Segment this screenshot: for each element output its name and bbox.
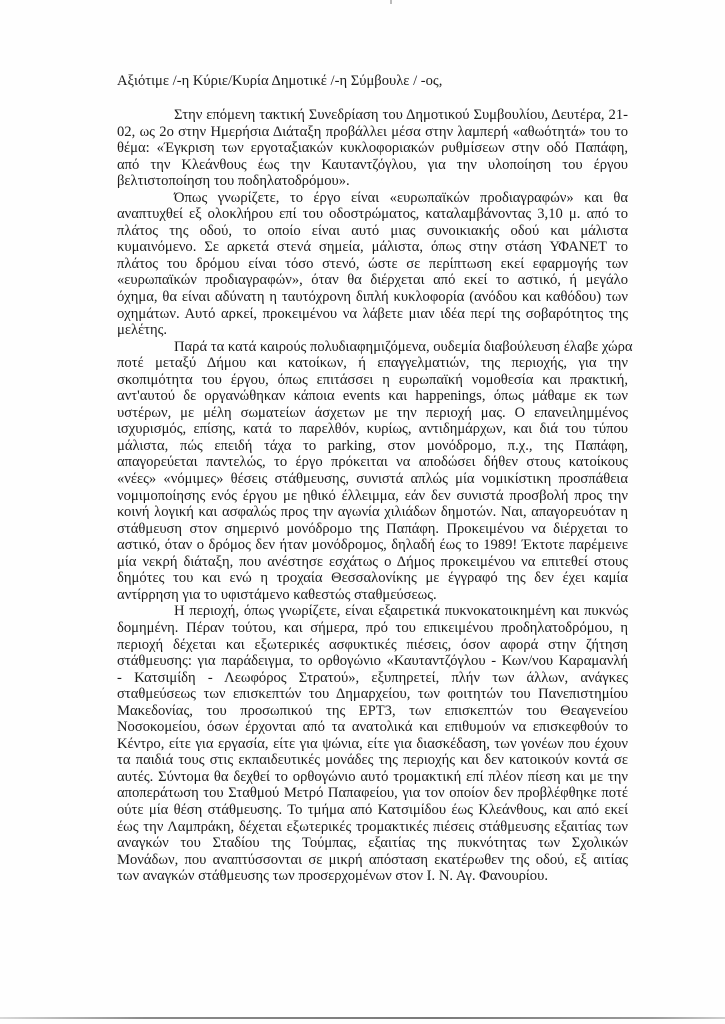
text-line: «νέες» «νόμιμες» θέσεις στάθμευσης, συνιστά απλώς μία νομικίστικη προσπάθεια	[117, 471, 628, 488]
text-line: κοινή λογική και ασφαλώς προς την αγωνία χιλιάδων δημοτών. Ναι, απαγορευόταν η	[117, 504, 628, 521]
text-line: από την Κλεάνθους έως την Καυταντζόγλου, για την υλοποίηση του έργου	[117, 156, 628, 173]
text-line: ισχυρισμός, επίσης, κατά το παρελθόν, κυρίως, αντιδημάρχων, και διά του τύπου	[117, 421, 628, 438]
text-line: στάθμευσης: για παράδειγμα, το ορθογώνιο «Καυταντζόγλου - Κων/νου Καραμανλή	[117, 653, 628, 670]
text-line: Στην επόμενη τακτική Συνεδρίαση του Δημοτικού Συμβουλίου, Δευτέρα, 21-	[174, 107, 628, 123]
text-line: Νοσοκομείου, όσων έρχονται από τα ανατολικά και επιθυμούν να επισκεφθούν το	[117, 719, 628, 736]
text-line: δημότες του και ενώ η τροχαία Θεσσαλονίκης με έγγραφό της δεν έχει καμία	[117, 570, 628, 587]
text-line: - Κατσιμίδη - Λεωφόρος Στρατού», εξυπηρετεί, πλήν των άλλων, ανάγκες	[117, 669, 628, 686]
paragraph	[117, 603, 628, 884]
text-line: όχημα, θα είναι αδύνατη η ταυτόχρονη διπλή κυκλοφορία (ανόδου και καθόδου) των	[117, 289, 628, 306]
text-line: Κέντρο, είτε για εργασία, είτε για ψώνια, είτε για διασκέδαση, των γονέων που έχουν	[117, 735, 628, 752]
salutation: Αξιότιμε /-η Κύριε/Κυρία Δημοτικέ /-η Σύμβουλε / -ος,	[117, 73, 443, 89]
text-line: 02, ως 2ο στην Ημερήσια Διάταξη προβάλλει μέσα στην λαμπερή «αθωότητά» του το	[117, 123, 628, 140]
text-line: αναγκών του Σταδίου της Τούμπας, εξαιτίας της πυκνότητας των Σχολικών	[117, 835, 628, 852]
text-line: Μακεδονίας, του προσωπικού της ΕΡΤ3, των επισκεπτών του Θεαγενείου	[117, 702, 628, 719]
text-line: έως την Λαμπράκη, δέχεται εξωτερικές τρομακτικές πιέσεις στάθμευσης εξαιτίας των	[117, 818, 628, 835]
text-line: νομιμοποίησης ενός έργου με ηθικό έλλειμμα, εάν δεν συνιστά προσβολή προς την	[117, 487, 628, 504]
text-line: αντίρρηση για το υφιστάμενο καθεστώς σταθμεύσεως.	[117, 586, 437, 603]
text-line: σταθμεύσεως των επισκεπτών του Δημαρχείου, των φοιτητών του Πανεπιστημίου	[117, 686, 628, 703]
text-line: Παρά τα κατά καιρούς πολυδιαφημιζόμενα, ουδεμία διαβούλευση έλαβε χώρα	[174, 338, 633, 355]
text-line: ούτε μία θέση στάθμευσης. Το τμήμα από Κατσιμίδου έως Κλεάνθους, και από εκεί	[117, 801, 628, 818]
text-line: αστικό, όταν ο δρόμος δεν ήταν μονόδρομος, δηλαδή έως το 1989! Έκτοτε παρέμεινε	[117, 537, 628, 554]
text-line: θέμα: «Έγκριση των εργοταξιακών κυκλοφοριακών ρυθμίσεων στην οδό Παπάφη,	[117, 140, 628, 157]
text-line: πλάτος του δρόμου είναι τόσο στενό, ώστε σε περίπτωση εκεί εφαρμογής των	[117, 255, 628, 272]
text-line: υστέρων, με μέλη σωματείων άσχετων με την περιοχή μας. Ο επανειλημμένος	[117, 404, 628, 421]
text-line: απαγορεύεται παντελώς, το έργο πρόκειται να αποδώσει δήθεν στους κατοίκους	[117, 454, 628, 471]
paragraph	[117, 338, 633, 604]
text-line: ποτέ μεταξύ Δήμου και κατοίκων, ή επαγγελματιών, της περιοχής, για την	[117, 355, 628, 372]
page-bottom-edge	[0, 1017, 725, 1019]
text-line: «ευρωπαϊκών προδιαγραφών», όταν θα διέρχεται από εκεί το αστικό, ή μεγάλο	[117, 272, 628, 289]
text-line: μελέτης.	[117, 322, 168, 339]
text-line: μία νεκρή διάταξη, που ανέστησε εσχάτως ο Δήμος προκειμένου να επιτεθεί στους	[117, 553, 628, 570]
text-line: αντ'αυτού δε οργανώθηκαν κάποια events και happenings, όπως μάθαμε εκ των	[117, 388, 628, 405]
text-line: Μονάδων, που αναπτύσσονται σε μικρή απόσταση εκατέρωθεν της οδού, εξ αιτίας	[117, 851, 628, 868]
text-line: Η περιοχή, όπως γνωρίζετε, είναι εξαιρετικά πυκνοκατοικημένη και πυκνώς	[174, 603, 628, 620]
letter-body	[117, 107, 633, 885]
text-line: περιοχή δέχεται και εξωτερικές ασφυκτικές πιέσεις, όσον αφορά στην ζήτηση	[117, 636, 628, 653]
paragraph	[117, 190, 628, 339]
scan-speck	[390, 0, 392, 4]
text-line: βελτιστοποίηση του ποδηλατοδρόμου».	[117, 173, 350, 190]
text-line: πλάτος της οδού, το οποίο είναι αυτό μιας συνοικιακής οδού και μάλιστα	[117, 222, 628, 239]
text-line: στάθμευση στον σημερινό μονόδρομο της Παπάφη. Προκειμένου να διέρχεται το	[117, 520, 628, 537]
text-line: αυτές. Σύντομα θα δεχθεί το ορθογώνιο αυτό τρομακτική επί πλέον πίεση και με την	[117, 768, 628, 785]
paragraph	[117, 107, 628, 190]
text-line: οχημάτων. Αυτό αρκεί, προκειμένου να λάβετε μιαν ιδέα περί της σοβαρότητος της	[117, 305, 628, 322]
text-line: Όπως γνωρίζετε, το έργο είναι «ευρωπαϊκών προδιαγραφών» και θα	[174, 189, 628, 206]
text-line: αναπτυχθεί εξ ολοκλήρου επί του οδοστρώματος, καταλαμβάνοντας 3,10 μ. από το	[117, 206, 628, 223]
text-line: μάλιστα, πώς επειδή τάχα το parking, στον μονόδρομο, π.χ., της Παπάφη,	[117, 437, 628, 454]
text-line: των αναγκών στάθμευσης των προσερχομένων στον Ι. Ν. Αγ. Φανουρίου.	[117, 868, 548, 885]
text-line: κυμαινόμενο. Σε αρκετά στενά σημεία, μάλιστα, όπως στην στάση ΥΦΑΝΕΤ το	[117, 239, 628, 256]
text-line: σκοπιμότητα του έργου, όπως επιτάσσει η ευρωπαϊκή νομοθεσία και πρακτική,	[117, 371, 628, 388]
text-line: αποπεράτωση του Σταθμού Μετρό Παπαφείου, για τον οποίον δεν προβλέφθηκε ποτέ	[117, 785, 628, 802]
text-line: δομημένη. Πέραν τούτου, και σήμερα, πρό του επικειμένου προδηλατοδρόμου, η	[117, 619, 628, 636]
text-line: τα παιδιά τους στις εκπαιδευτικές μονάδες της περιοχής και δεν κατοικούν κοντά σε	[117, 752, 628, 769]
